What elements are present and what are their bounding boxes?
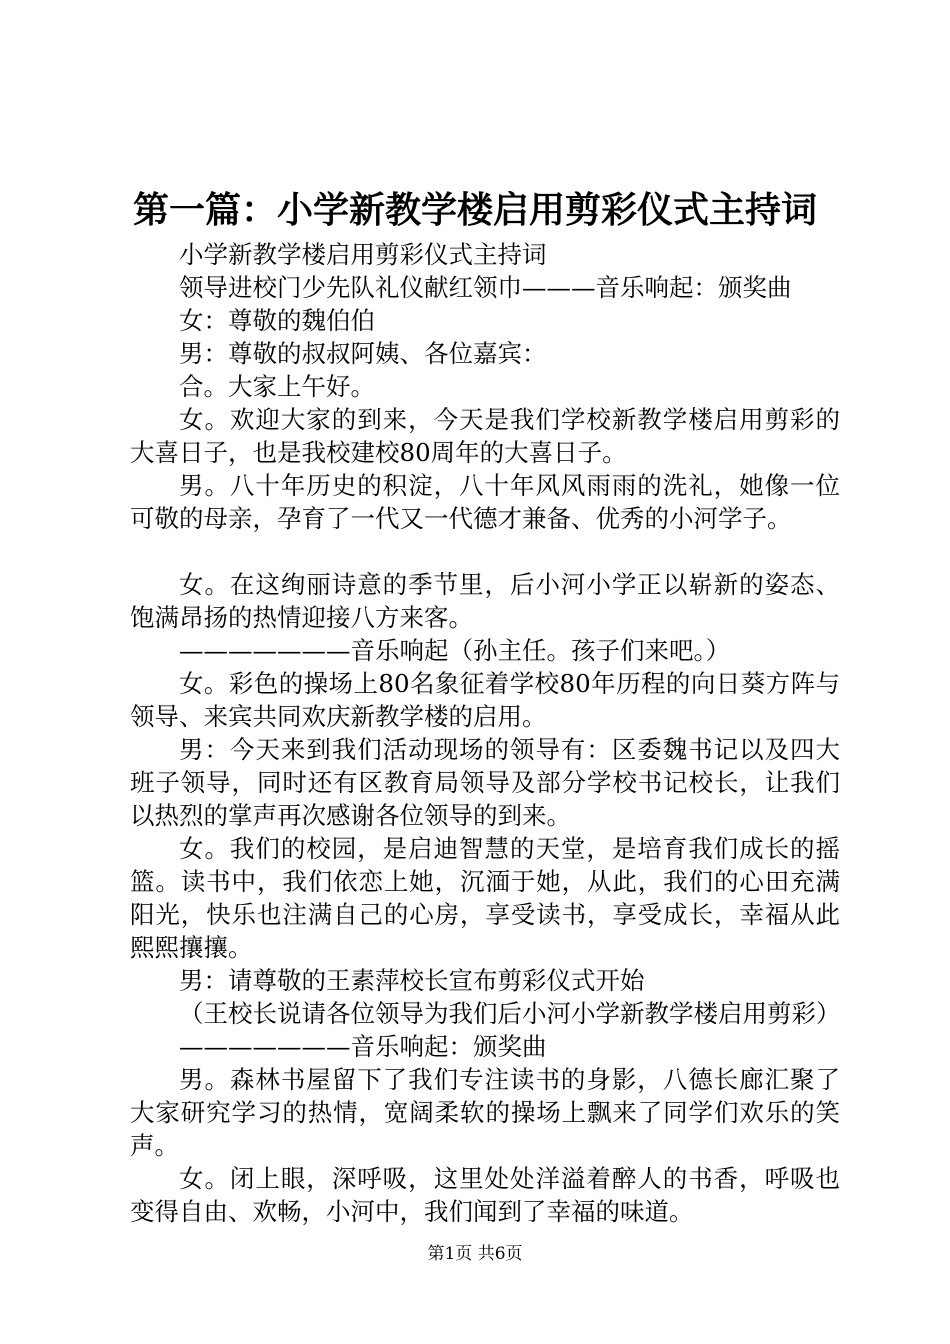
- paragraph: ———————音乐响起（孙主任。孩子们来吧。）: [179, 636, 731, 665]
- paragraph: 女。闭上眼，深呼吸，这里处处洋溢着醉人的书香，呼吸也变得自由、欢畅，小河中，我们闻到了幸福的味道。: [130, 1164, 840, 1226]
- paragraph: 男：尊敬的叔叔阿姨、各位嘉宾：: [179, 339, 547, 368]
- paragraph: 女。在这绚丽诗意的季节里，后小河小学正以崭新的姿态、饱满昂扬的热情迎接八方来客。: [130, 570, 840, 632]
- paragraph: 女：尊敬的魏伯伯: [179, 306, 375, 335]
- paragraph: 男：请尊敬的王素萍校长宣布剪彩仪式开始: [179, 966, 645, 995]
- paragraph: 女。欢迎大家的到来，今天是我们学校新教学楼启用剪彩的大喜日子，也是我校建校80周年的大喜日子。: [130, 405, 840, 467]
- paragraph: 女。彩色的操场上80名象征着学校80年历程的向日葵方阵与领导、来宾共同欢庆新教学楼的启用。: [130, 669, 840, 731]
- page-number-footer: 第1页 共6页: [427, 1244, 523, 1264]
- document-body: [130, 238, 840, 1228]
- paragraph-spacer: [130, 535, 840, 568]
- paragraph: 合。大家上午好。: [179, 372, 375, 401]
- paragraph: （王校长说请各位领导为我们后小河小学新教学楼启用剪彩）: [179, 999, 841, 1028]
- paragraph: 小学新教学楼启用剪彩仪式主持词: [179, 240, 547, 269]
- document-title: 第一篇：小学新教学楼启用剪彩仪式主持词: [132, 189, 817, 231]
- paragraph: ———————音乐响起：颁奖曲: [179, 1032, 547, 1061]
- paragraph: 领导进校门少先队礼仪献红领巾———音乐响起：颁奖曲: [179, 273, 792, 302]
- paragraph: 男。八十年历史的积淀，八十年风风雨雨的洗礼，她像一位可敬的母亲，孕育了一代又一代德才兼备、优秀的小河学子。: [130, 471, 840, 533]
- paragraph: 男。森林书屋留下了我们专注读书的身影，八德长廊汇聚了大家研究学习的热情，宽阔柔软的操场上飘来了同学们欢乐的笑声。: [130, 1065, 840, 1160]
- paragraph: 男：今天来到我们活动现场的领导有：区委魏书记以及四大班子领导，同时还有区教育局领导及部分学校书记校长，让我们以热烈的掌声再次感谢各位领导的到来。: [130, 735, 840, 830]
- paragraph: 女。我们的校园，是启迪智慧的天堂，是培育我们成长的摇篮。读书中，我们依恋上她，沉湎于她，从此，我们的心田充满阳光，快乐也注满自己的心房，享受读书，享受成长，幸福从此熙熙攘攘。: [130, 834, 840, 962]
